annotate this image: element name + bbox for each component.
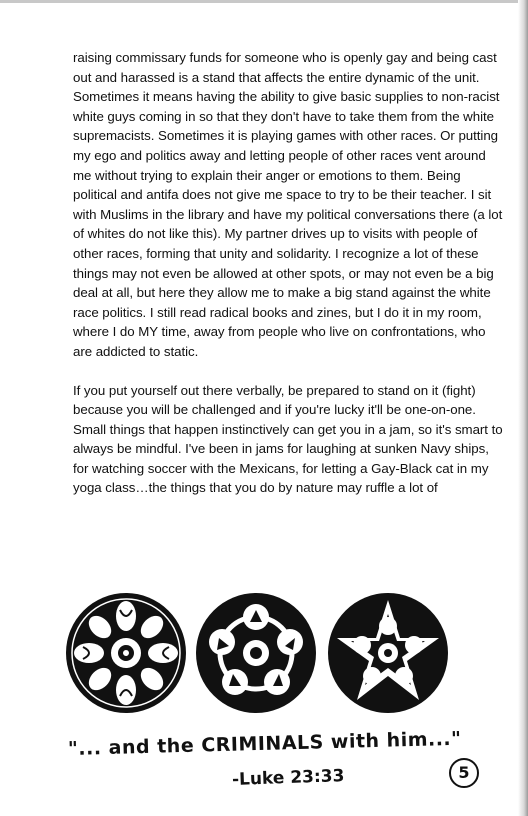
quote-citation: -Luke 23:33 [231,766,345,790]
body-text [73,48,503,517]
star-medallion-icon [327,592,449,714]
page-number: 5 [449,758,479,788]
top-edge [0,0,528,3]
handwritten-quote: "... and the CRIMINALS with him..." [67,727,462,760]
paragraph-2: If you put yourself out there verbally, be prepared to stand on it (fight) because you will be challenged and if you're lucky it'll be one-on-one. Small things that happen instinctively can get you in a jam, so it's smart to always be mindful. I've been in jams for laughing at sunken Navy ships, for watching soccer with the Mexicans, for letting a Gay-Black cat in my yoga class…the things that you do by nature may ruffle a lot of [73,382,503,496]
wheel-medallion-icon [195,592,317,714]
paragraph-1: raising commissary funds for someone who is openly gay and being cast out and harassed is a stand that affects the entire dynamic of the unit. Sometimes it means having the ability to give basic supplies to non-racist white guys coming in so that they don't have to take them from the white supremacists. Sometimes it is playing games with other races. Or putting my ego and politics away and letting people of other races vent around me without trying to explain their anger or emotions to them. Being political and antifa does not give me space to try to be their teacher. I sit with Muslims in the library and have my political conversations there (a lot of whites do not like this). My partner drives up to visits with people of other races, forming that unity and solidarity. I recognize a lot of these things may not even be allowed at other spots, or may not even be a big deal at all, but here they allow me to make a big stand against the white race politics. I still read radical books and zines, but I do it in my room, where I do MY time, away from people who live on confrontations, who are addicted to static. [73,50,503,359]
page-edge-shadow [518,0,528,816]
floral-medallion-icon [65,592,187,714]
medallion-illustration [65,592,465,712]
